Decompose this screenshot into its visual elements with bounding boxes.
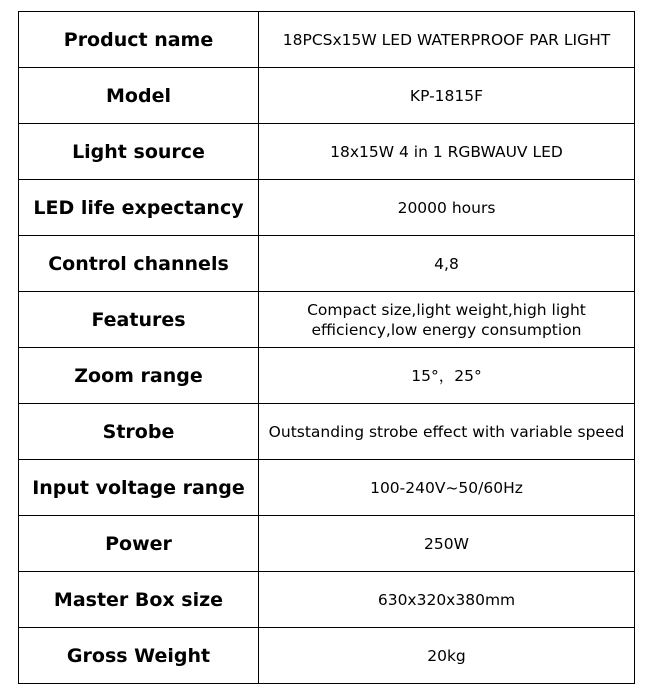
row-label-input-voltage: Input voltage range	[19, 460, 259, 516]
row-label-zoom-range: Zoom range	[19, 348, 259, 404]
row-value-master-box-size: 630x320x380mm	[259, 572, 635, 628]
table-row	[19, 124, 635, 180]
row-value-model: KP-1815F	[259, 68, 635, 124]
row-value-features: Compact size,light weight,high light efficiency,low energy consumption	[259, 292, 635, 348]
row-value-gross-weight: 20kg	[259, 628, 635, 684]
row-label-strobe: Strobe	[19, 404, 259, 460]
row-value-control-channels: 4,8	[259, 236, 635, 292]
row-value-zoom-range: 15°，25°	[259, 348, 635, 404]
table-row	[19, 516, 635, 572]
row-label-model: Model	[19, 68, 259, 124]
spec-table	[18, 11, 635, 684]
row-label-power: Power	[19, 516, 259, 572]
row-label-features: Features	[19, 292, 259, 348]
row-label-master-box-size: Master Box size	[19, 572, 259, 628]
row-value-power: 250W	[259, 516, 635, 572]
table-row	[19, 348, 635, 404]
table-row	[19, 12, 635, 68]
row-label-led-life: LED life expectancy	[19, 180, 259, 236]
table-row	[19, 292, 635, 348]
row-value-product-name: 18PCSx15W LED WATERPROOF PAR LIGHT	[259, 12, 635, 68]
table-row	[19, 236, 635, 292]
row-label-control-channels: Control channels	[19, 236, 259, 292]
table-row	[19, 460, 635, 516]
table-row	[19, 404, 635, 460]
row-value-strobe: Outstanding strobe effect with variable speed	[259, 404, 635, 460]
table-row	[19, 572, 635, 628]
row-value-led-life: 20000 hours	[259, 180, 635, 236]
table-row	[19, 68, 635, 124]
row-value-light-source: 18x15W 4 in 1 RGBWAUV LED	[259, 124, 635, 180]
row-value-input-voltage: 100-240V~50/60Hz	[259, 460, 635, 516]
table-row	[19, 628, 635, 684]
row-label-light-source: Light source	[19, 124, 259, 180]
row-label-product-name: Product name	[19, 12, 259, 68]
row-label-gross-weight: Gross Weight	[19, 628, 259, 684]
table-row	[19, 180, 635, 236]
